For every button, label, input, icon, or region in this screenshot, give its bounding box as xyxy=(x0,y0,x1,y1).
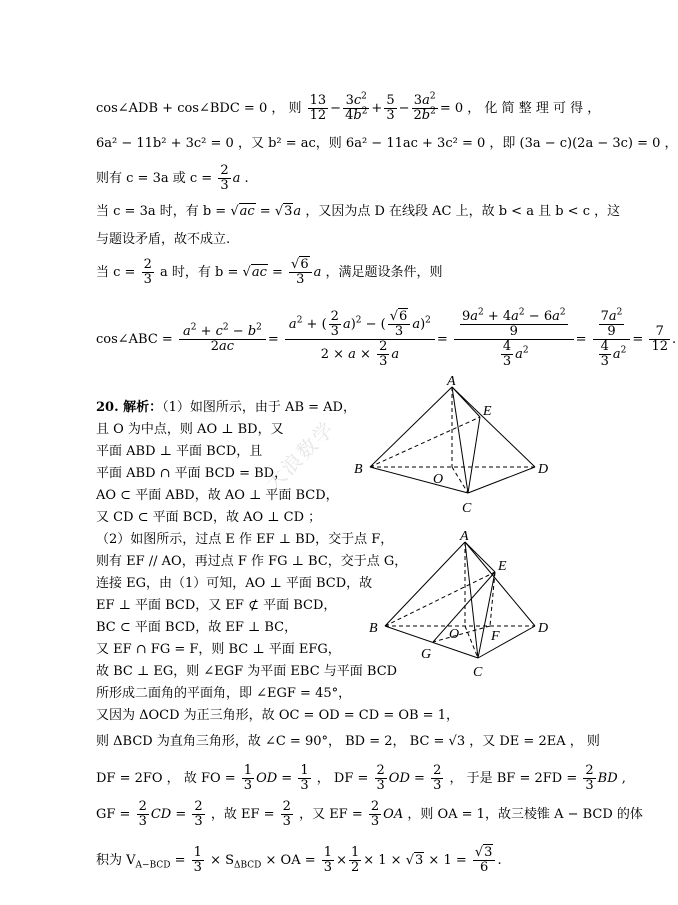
q20-p2-line-6: 又 EF ∩ FG = F，则 BC ⊥ 平面 EFG， xyxy=(96,642,341,657)
fig2-label-d: D xyxy=(538,621,549,636)
q20-line-2: 且 O 为中点，则 AO ⊥ BD，又 xyxy=(96,422,284,437)
volume-line: 积为 $V_{A-BCD}$ = $\frac{1}{3}$ × $S_{\Delta BCD}$ × OA = $\frac{1}{3}$ × $\frac{1}{2}$ × 1 × √3 × 1 = $\frac{√3}{6}$ . xyxy=(96,845,502,875)
fig2-label-g: G xyxy=(421,647,432,662)
q20-line-3: 平面 ABD ⊥ 平面 BCD，且 xyxy=(96,444,263,459)
line-3: 则有 c = 3a 或 c = $\frac{2}{3}$ a . xyxy=(96,163,249,193)
q20-p2-line-10: 则 ΔBCD 为直角三角形，故 ∠C = 90°， BD = 2， BC = √3 ，又 DE = 2EA ， 则 xyxy=(96,734,600,749)
fig1-label-o: O xyxy=(433,472,444,487)
q20-p2-line-1: （2）如图所示，过点 E 作 EF ⊥ BD，交于点 F， xyxy=(96,532,394,547)
figure-2-tetrahedron xyxy=(365,530,555,680)
q20-line-1: 20. 解析：（1）如图所示，由于 AB = AD， xyxy=(96,400,356,415)
q20-p2-line-7: 故 BC ⊥ EG，则 ∠EGF 为平面 EBC 与平面 BCD xyxy=(96,664,398,679)
line-7: cos∠ABC = $\frac{a^2 + c^2 - b^2}{2ac}$ = $a^2$ + ( $\frac{2}{3}$ a)$^2$ − ( $\frac{√6}{3}$ a)$^2$ 2 × a × $\frac{2}{3}$ a = $\frac{9a^2 + 4a^2 - 6a^2}{9}$ $\frac{4}{3}$ $a^2$ = $\frac{7a^2}{9}$ $\frac{4}{3}$ $a^2$ = $\frac{7}{12}$ . xyxy=(96,307,677,369)
figure-1-tetrahedron xyxy=(340,375,550,525)
q20-p2-line-3: 连接 EG，由（1）可知，AO ⊥ 平面 BCD，故 xyxy=(96,576,373,591)
q20-p2-line-2: 则有 EF // AO，再过点 F 作 FG ⊥ BC，交于点 G， xyxy=(96,554,408,569)
watermark: 大浪数学 xyxy=(260,415,340,496)
q20-line-4: 平面 ABD ∩ 平面 BCD = BD， xyxy=(96,466,288,481)
line-6: 当 c = $\frac{2}{3}$ a 时，有 b = √ac = $\frac{√6}{3}$ a ，满足题设条件，则 xyxy=(96,257,443,287)
gf-line: GF = $\frac{2}{3}$ CD = $\frac{2}{3}$ ，故 EF = $\frac{2}{3}$ ，又 EF = $\frac{2}{3}$ OA ，则 OA = 1，故三棱锥 A − BCD 的体 xyxy=(96,799,643,829)
fig1-label-a: A xyxy=(447,374,456,389)
line-1: cos∠ADB + cos∠BDC = 0 ， 则 $\frac{13}{12}$ − $\frac{3c^2}{4b^2}$ + $\frac{5}{3}$ − $\frac{3a^2}{2b^2}$ = 0 ， 化 简 整 理 可 得 ， xyxy=(96,91,601,123)
line-4: 当 c = 3a 时，有 b = √ac = √3a ，又因为点 D 在线段 AC 上，故 b < a 且 b < c ，这 xyxy=(96,204,621,219)
q20-p2-line-5: BC ⊂ 平面 BCD，故 EF ⊥ BC， xyxy=(96,620,298,635)
fig2-label-c: C xyxy=(473,665,483,680)
df-line: DF = 2FO ， 故 FO = $\frac{1}{3}$ OD = $\frac{1}{3}$ ， DF = $\frac{2}{3}$ OD = $\frac{2}{3}$ ， 于是 BF = 2FD = $\frac{2}{3}$ BD , xyxy=(96,763,626,793)
q20-line-5: AO ⊂ 平面 ABD，故 AO ⊥ 平面 BCD， xyxy=(96,488,339,503)
fig1-label-d: D xyxy=(538,462,549,477)
fig2-label-a: A xyxy=(460,529,469,544)
q20-p2-line-8: 所形成二面角的平面角，即 ∠EGF = 45°， xyxy=(96,686,352,701)
fig1-label-b: B xyxy=(354,462,363,477)
q20-line-6: 又 CD ⊂ 平面 BCD，故 AO ⊥ CD ； xyxy=(96,510,322,525)
q20-p2-line-4: EF ⊥ 平面 BCD，又 EF ⊄ 平面 BCD， xyxy=(96,598,337,613)
fig1-label-c: C xyxy=(462,501,472,516)
fig2-label-o: O xyxy=(449,627,460,642)
q20-label: 20. 解析： xyxy=(96,400,163,415)
fig1-label-e: E xyxy=(483,404,492,419)
line-2: 6a² − 11b² + 3c² = 0 ，又 b² = ac，则 6a² − 11ac + 3c² = 0 ，即 (3a − c)(2a − 3c) = 0 ， xyxy=(96,136,678,151)
fig2-label-e: E xyxy=(498,559,507,574)
fig2-label-b: B xyxy=(369,621,378,636)
line-5: 与题设矛盾，故不成立. xyxy=(96,232,231,247)
fig2-label-f: F xyxy=(491,629,500,644)
q20-p2-line-9: 又因为 ΔOCD 为正三角形，故 OC = OD = CD = OB = 1， xyxy=(96,708,459,723)
